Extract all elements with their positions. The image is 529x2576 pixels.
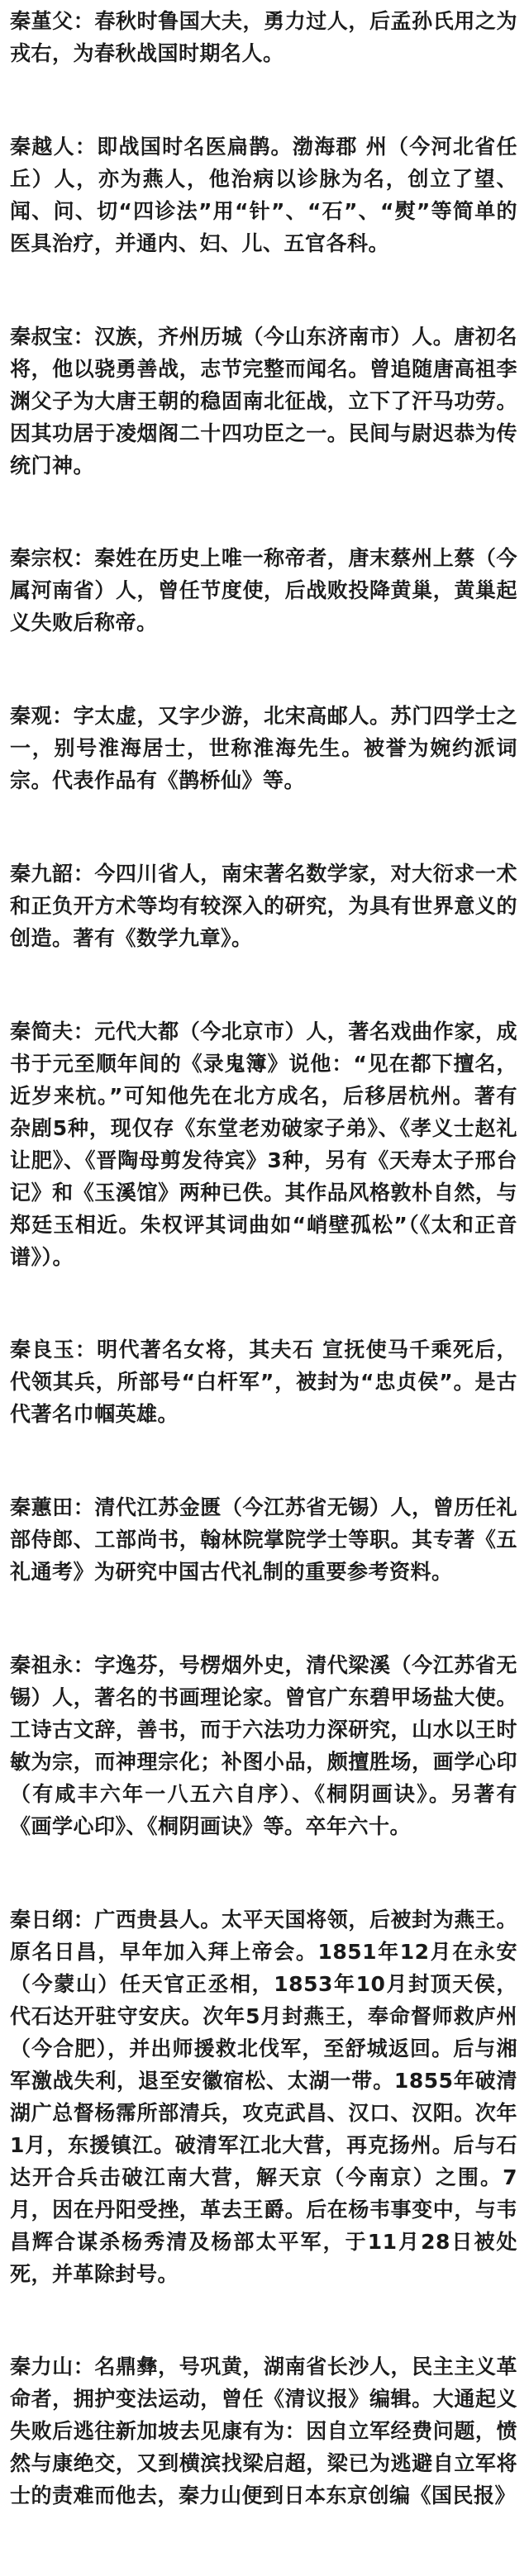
- entry-qin-liangyu: 秦良玉：明代著名女将，其夫石 宣抚使马千乘死后，代领其兵，所部号“白杆军”，被封为“忠贞侯”。是古代著名巾帼英雄。: [10, 1338, 517, 1427]
- entry-qin-jiushao: 秦九韶：今四川省人，南宋著名数学家，对大衍求一术和正负开方术等均有较深入的研究，为具有世界意义的创造。著有《数学九章》。: [10, 861, 517, 950]
- entry-qin-huitian: 秦蕙田：清代江苏金匮（今江苏省无锡）人，曾历任礼部侍郎、工部尚书，翰林院掌院学士等职。其专著《五礼通考》为研究中国古代礼制的重要参考资料。: [10, 1495, 517, 1584]
- entry-qin-zuyong: 秦祖永：字逸芬，号楞烟外史，清代梁溪（今江苏省无锡）人，著名的书画理论家。曾官广东碧甲场盐大使。工诗古文辞，善书，而于六法功力深研究，山水以王时敏为宗，而神理宗化；补图小品，颇擅胜场，画学心印（有咸丰六年一八五六自序）、《桐阴画诀》。另著有《画学心印》、《桐阴画诀》等。卒年六十。: [10, 1652, 517, 1838]
- page-bottom-spacer: [10, 2573, 517, 2576]
- entry-qin-zongquan: 秦宗权：秦姓在历史上唯一称帝者，唐末蔡州上蔡（今属河南省）人，曾任节度使，后战败投降黄巢，黄巢起义失败后称帝。: [10, 546, 517, 635]
- entry-qin-shubao: 秦叔宝：汉族，齐州历城（今山东济南市）人。唐初名将，他以骁勇善战，志节完整而闻名。曾追随唐高祖李渊父子为大唐王朝的稳固南北征战，立下了汗马功劳。因其功居于凌烟阁二十四功臣之一。民间与尉迟恭为传统门神。: [10, 324, 517, 478]
- entry-qin-lishan: 秦力山：名鼎彝，号巩黄，湖南省长沙人，民主主义革命者，拥护变法运动，曾任《清议报》编辑。大通起义失败后逃往新加坡去见康有为：因自立军经费问题，愤然与康绝交，又到横滨找梁启超，梁已为逃避自立军将士的责难而他去，秦力山便到日本东京创编《国民报》: [10, 2355, 517, 2508]
- entry-qin-jianfu: 秦简夫：元代大都（今北京市）人，著名戏曲作家，成书于元至顺年间的《录鬼簿》说他：“见在都下擅名，近岁来杭。”可知他先在北方成名，后移居杭州。著有杂剧5种，现仅存《东堂老劝破家子弟》、《孝义士赵礼让肥》、《晋陶母剪发待宾》3种，另有《天寿太子邢台记》和《玉溪馆》两种已佚。其作品风格敦朴自然，与郑廷玉相近。朱权评其词曲如“峭壁孤松”（《太和正音谱》）。: [10, 1019, 517, 1269]
- entry-qin-jinfu: 秦堇父：春秋时鲁国大夫，勇力过人，后孟孙氏用之为戎右，为春秋战国时期名人。: [10, 9, 517, 65]
- entry-qin-guan: 秦观：字太虚，又字少游，北宋高邮人。苏门四学士之一，别号淮海居士，世称淮海先生。被誉为婉约派词宗。代表作品有《鹊桥仙》等。: [10, 704, 517, 792]
- entry-qin-rigang: 秦日纲：广西贵县人。太平天国将领，后被封为燕王。原名日昌，早年加入拜上帝会。1851年12月在永安（今蒙山）任天官正丞相，1853年10月封顶天侯，代石达开驻守安庆。次年5月封燕王，奉命督师救庐州（今合肥），并出师援救北伐军，至舒城返回。后与湘军激战失利，退至安徽宿松、太湖一带。1855年破清湖广总督杨霈所部清兵，攻克武昌、汉口、汉阳。次年1月，东援镇江。破清军江北大营，再克扬州。后与石达开合兵击破江南大营，解天京（今南京）之围。7月，因在丹阳受挫，革去王爵。后在杨韦事变中，与韦昌辉合谋杀杨秀清及杨部太平军，于11月28日被处死，并革除封号。: [10, 1907, 517, 2286]
- entry-qin-yueren: 秦越人：即战国时名医扁鹊。渤海郡 州（今河北省任丘）人，亦为燕人，他治病以诊脉为名，创立了望、闻、问、切“四诊法”用“针”、“石”、“熨”等简单的医具治疗，并通内、妇、儿、五官各科。: [10, 134, 517, 255]
